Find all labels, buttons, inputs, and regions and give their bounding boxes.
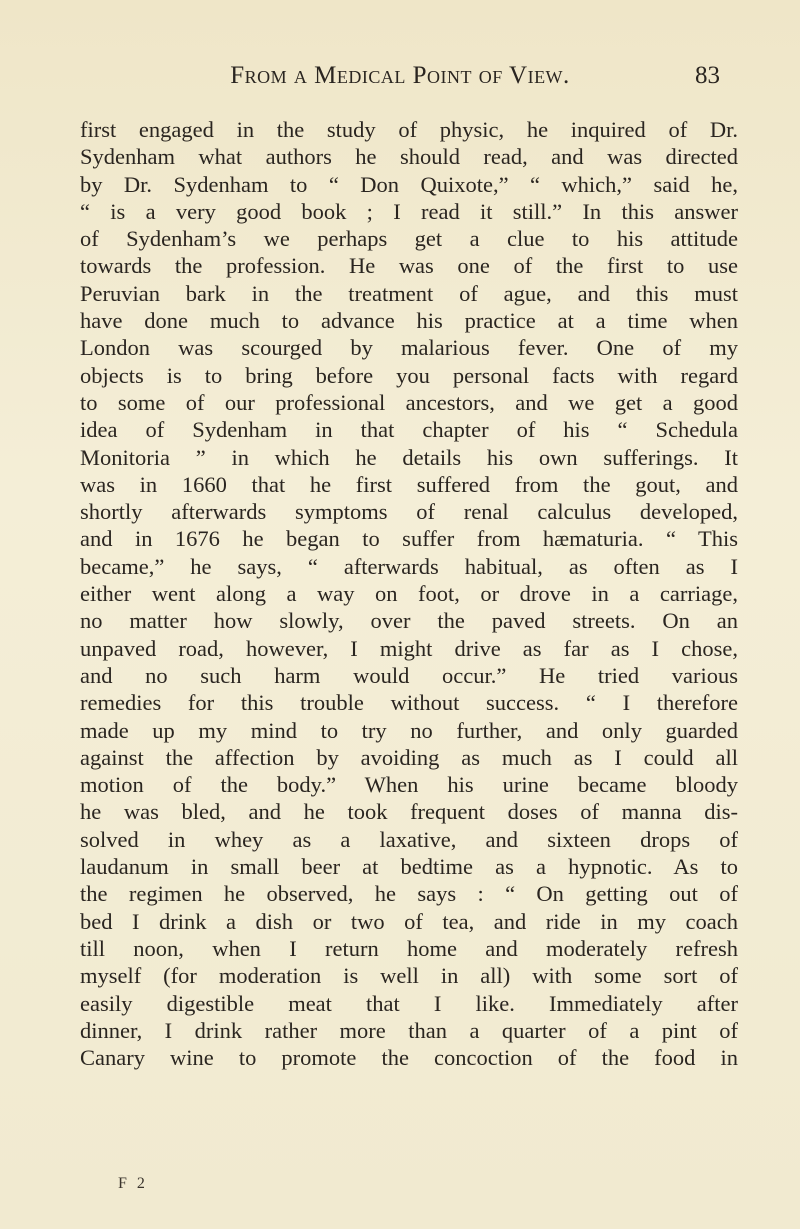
text-line: by Dr. Sydenham to “ Don Quixote,” “ which,” said he,: [80, 171, 738, 197]
text-line: easily digestible meat that I like. Immediately after: [80, 990, 738, 1016]
text-line: he was bled, and he took frequent doses of manna dis-: [80, 799, 738, 825]
text-line: to some of our professional ancestors, and we get a good: [80, 389, 738, 415]
text-line: against the affection by avoiding as much as I could all: [80, 744, 738, 770]
text-line: towards the profession. He was one of the first to use: [80, 253, 738, 279]
text-line: and no such harm would occur.” He tried various: [80, 662, 738, 688]
text-line: bed I drink a dish or two of tea, and ride in my coach: [80, 908, 738, 934]
text-line: either went along a way on foot, or drove in a carriage,: [80, 581, 738, 607]
text-line: motion of the body.” When his urine became bloody: [80, 772, 738, 798]
text-line: till noon, when I return home and moderately refresh: [80, 935, 738, 961]
page-number: 83: [695, 62, 720, 89]
text-line: myself (for moderation is well in all) with some sort of: [80, 963, 738, 989]
text-line: “ is a very good book ; I read it still.” In this answer: [80, 198, 738, 224]
text-line: of Sydenham’s we perhaps get a clue to his attitude: [80, 226, 738, 252]
text-line: laudanum in small beer at bedtime as a hypnotic. As to: [80, 854, 738, 880]
signature-mark: F 2: [118, 1175, 148, 1192]
text-line: objects is to bring before you personal facts with regard: [80, 362, 738, 388]
running-head: From a Medical Point of View.: [230, 62, 570, 89]
text-line: first engaged in the study of physic, he inquired of Dr.: [80, 117, 738, 142]
text-line: solved in whey as a laxative, and sixteen drops of: [80, 826, 738, 852]
text-line: the regimen he observed, he says : “ On getting out of: [80, 881, 738, 907]
text-line: Sydenham what authors he should read, and was directed: [80, 144, 738, 170]
text-line: made up my mind to try no further, and only guarded: [80, 717, 738, 743]
text-line: and in 1676 he began to suffer from hæmaturia. “ This: [80, 526, 738, 552]
text-line: Monitoria ” in which he details his own sufferings. It: [80, 444, 738, 470]
text-line: became,” he says, “ afterwards habitual, as often as I: [80, 553, 738, 579]
text-line: shortly afterwards symptoms of renal calculus developed,: [80, 499, 738, 525]
text-line: was in 1660 that he first suffered from the gout, and: [80, 471, 738, 497]
text-line: dinner, I drink rather more than a quarter of a pint of: [80, 1017, 738, 1043]
text-line: Peruvian bark in the treatment of ague, and this must: [80, 280, 738, 306]
text-line: unpaved road, however, I might drive as far as I chose,: [80, 635, 738, 661]
text-line: no matter how slowly, over the paved streets. On an: [80, 608, 738, 634]
text-line: have done much to advance his practice at a time when: [80, 308, 738, 334]
text-line: remedies for this trouble without success. “ I therefore: [80, 690, 738, 716]
text-line: Canary wine to promote the concoction of the food in: [80, 1045, 738, 1071]
text-line: London was scourged by malarious fever. One of my: [80, 335, 738, 361]
text-line: idea of Sydenham in that chapter of his “ Schedula: [80, 417, 738, 443]
body-text: [80, 116, 738, 1071]
